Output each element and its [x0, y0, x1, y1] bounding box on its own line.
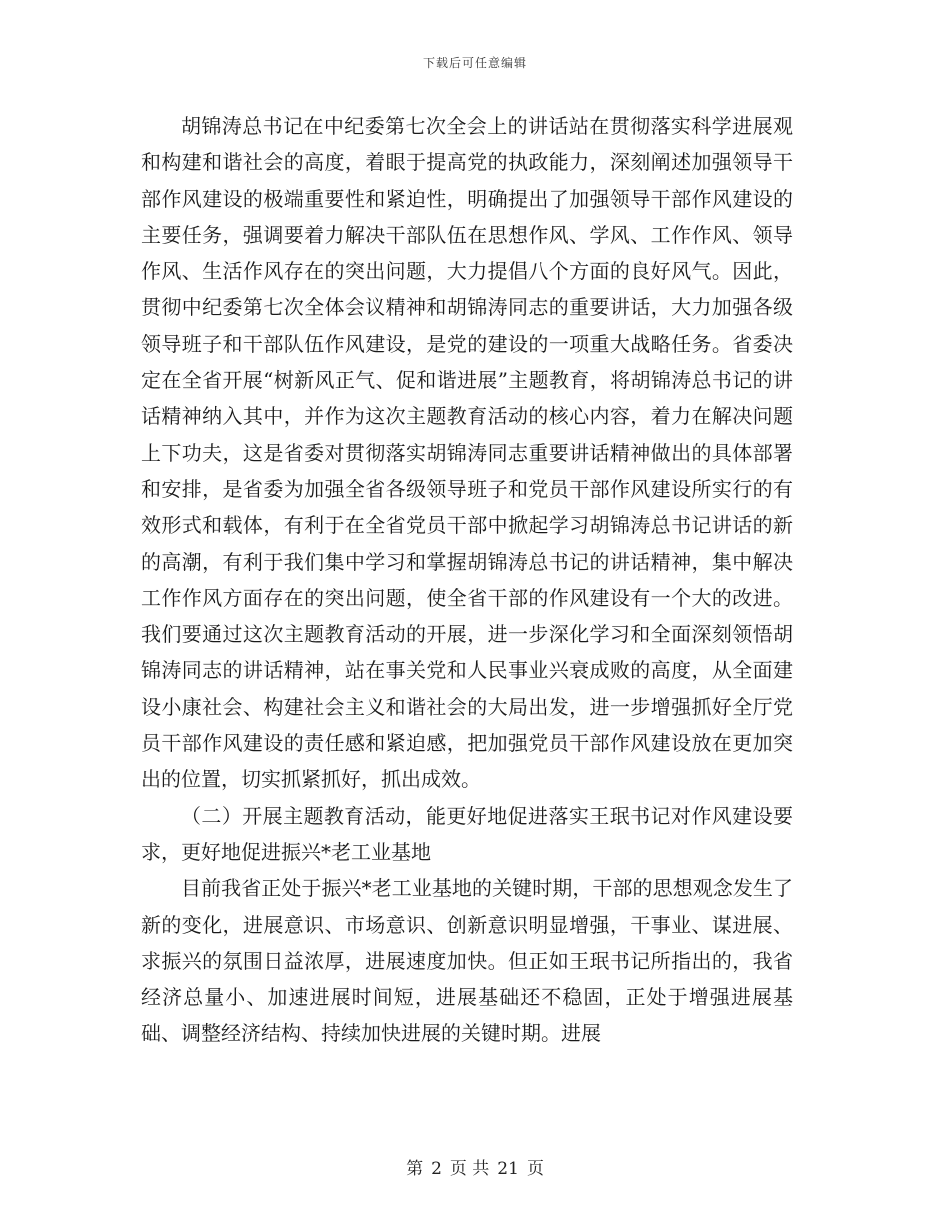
- section-heading: （二）开展主题教育活动，能更好地促进落实王珉书记对作风建设要求，更好地促进振兴*老工业基地: [141, 803, 793, 864]
- document-body: [141, 108, 793, 1052]
- footer-prefix: 第: [406, 1159, 424, 1179]
- footer-suffix: 页: [526, 1159, 544, 1179]
- paragraph: 目前我省正处于振兴*老工业基地的关键时期，干部的思想观念发生了新的变化，进展意识、市场意识、创新意识明显增强，干事业、谋进展、求振兴的氛围日益浓厚，进展速度加快。但正如王珉书记所指出的，我省经济总量小、加速进展时间短，进展基础还不稳固，正处于增强进展基础、调整经济结构、持续加快进展的关键时期。进展: [141, 876, 793, 1046]
- footer-middle: 页 共: [449, 1159, 490, 1179]
- paragraph: 胡锦涛总书记在中纪委第七次全会上的讲话站在贯彻落实科学进展观和构建和谐社会的高度，着眼于提高党的执政能力，深刻阐述加强领导干部作风建设的极端重要性和紧迫性，明确提出了加强领导干部作风建设的主要任务，强调要着力解决干部队伍在思想作风、学风、工作作风、领导作风、生活作风存在的突出问题，大力提倡八个方面的良好风气。因此，贯彻中纪委第七次全体会议精神和胡锦涛同志的重要讲话，大力加强各级领导班子和干部队伍作风建设，是党的建设的一项重大战略任务。省委决定在全省开展“树新风正气、促和谐进展”主题教育，将胡锦涛总书记的讲话精神纳入其中，并作为这次主题教育活动的核心内容，着力在解决问题上下功夫，这是省委对贯彻落实胡锦涛同志重要讲话精神做出的具体部署和安排，是省委为加强全省各级领导班子和党员干部作风建设所实行的有效形式和载体，有利于在全省党员干部中掀起学习胡锦涛总书记讲话的新的高潮，有利于我们集中学习和掌握胡锦涛总书记的讲话精神，集中解决工作作风方面存在的突出问题，使全省干部的作风建设有一个大的改进。我们要通过这次主题教育活动的开展，进一步深化学习和全面深刻领悟胡锦涛同志的讲话精神，站在事关党和人民事业兴衰成败的高度，从全面建设小康社会、构建社会主义和谐社会的大局出发，进一步增强抓好全厅党员干部作风建设的责任感和紧迫感，把加强党员干部作风建设放在更加突出的位置，切实抓紧抓好，抓出成效。: [141, 114, 793, 792]
- footer-total-pages: 21: [497, 1159, 519, 1179]
- footer-current-page: 2: [431, 1159, 442, 1179]
- page-header-note: 下载后可任意编辑: [422, 56, 527, 70]
- page-footer: [0, 1154, 950, 1179]
